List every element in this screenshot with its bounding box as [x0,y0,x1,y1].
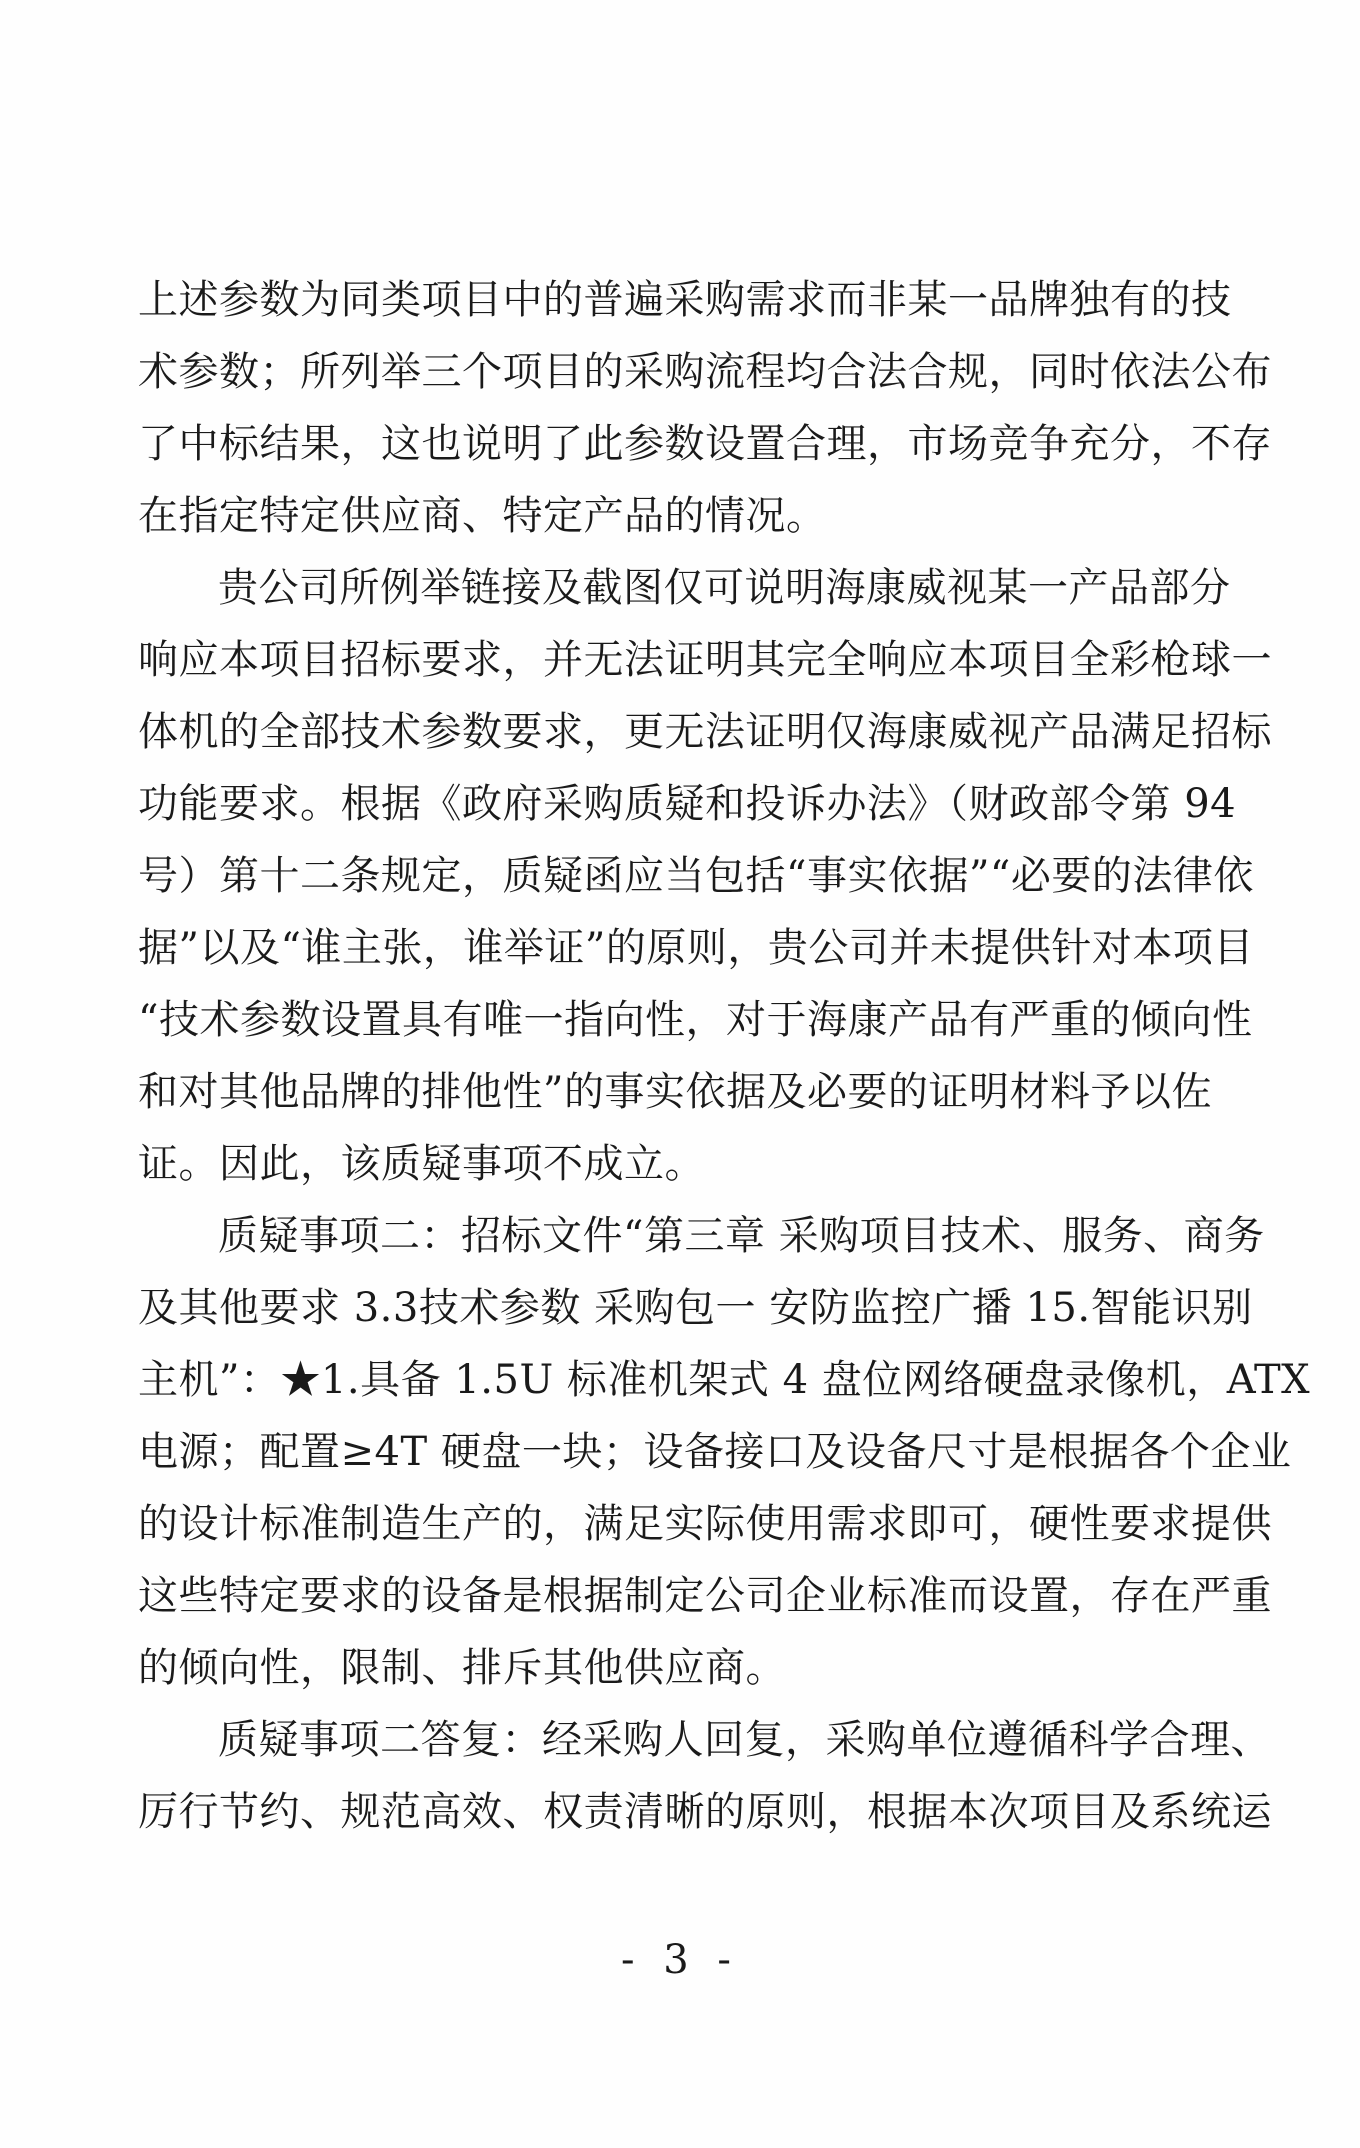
text-line: 贵公司所例举链接及截图仅可说明海康威视某一产品部分 [218,565,1231,611]
text-line: 及其他要求 3.3技术参数 采购包一 安防监控广播 15.智能识别 [138,1285,1253,1331]
text-line: 这些特定要求的设备是根据制定公司企业标准而设置，存在严重 [138,1573,1272,1619]
paragraph [138,1200,1311,1704]
text-line: 在指定特定供应商、特定产品的情况。 [138,493,827,539]
text-line: 主机”：★1.具备 1.5U 标准机架式 4 盘位网络硬盘录像机，ATX [138,1357,1311,1403]
text-line: 上述参数为同类项目中的普遍采购需求而非某一品牌独有的技 [138,277,1232,323]
text-line: 质疑事项二：招标文件“第三章 采购项目技术、服务、商务 [218,1213,1265,1259]
paragraph [138,552,1272,1200]
text-line: 和对其他品牌的排他性”的事实依据及必要的证明材料予以佐 [138,1069,1212,1115]
paragraph [138,1704,1272,1848]
text-line: 功能要求。根据《政府采购质疑和投诉办法》（财政部令第 94 [138,781,1237,827]
text-line: 了中标结果，这也说明了此参数设置合理，市场竞争充分，不存 [138,421,1272,467]
text-line: 响应本项目招标要求，并无法证明其完全响应本项目全彩枪球一 [138,637,1272,683]
text-line: 证。因此，该质疑事项不成立。 [138,1141,705,1187]
text-line: 的设计标准制造生产的，满足实际使用需求即可，硬性要求提供 [138,1501,1272,1547]
text-line: 术参数；所列举三个项目的采购流程均合法合规，同时依法公布 [138,349,1272,395]
page-number: - 3 - [621,1937,739,1983]
paragraph [138,264,1272,552]
text-line: 体机的全部技术参数要求，更无法证明仅海康威视产品满足招标 [138,709,1272,755]
text-line: 据”以及“谁主张，谁举证”的原则，贵公司并未提供针对本项目 [138,925,1254,971]
text-line: 的倾向性，限制、排斥其他供应商。 [138,1645,786,1691]
document-body [138,264,1311,1848]
text-line: 号）第十二条规定，质疑函应当包括“事实依据”“必要的法律依 [138,853,1254,899]
text-line: 厉行节约、规范高效、权责清晰的原则，根据本次项目及系统运 [138,1789,1272,1835]
text-line: 质疑事项二答复：经采购人回复，采购单位遵循科学合理、 [218,1717,1271,1763]
text-line: 电源；配置≥4T 硬盘一块；设备接口及设备尺寸是根据各个企业 [138,1429,1292,1475]
text-line: “技术参数设置具有唯一指向性，对于海康产品有严重的倾向性 [138,997,1253,1043]
